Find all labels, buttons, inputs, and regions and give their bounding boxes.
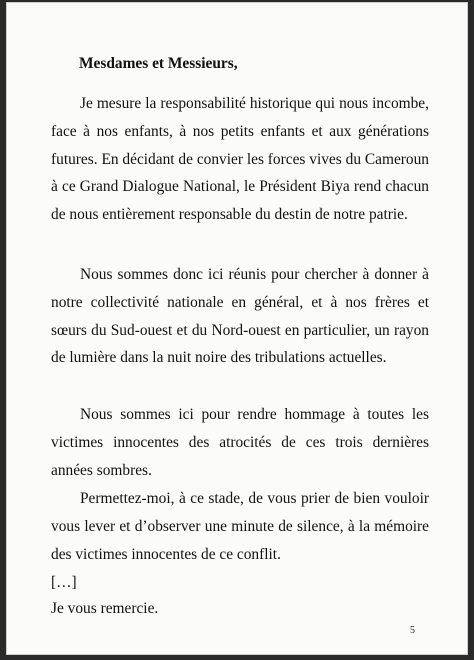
paragraph-minute-of-silence: Permettez-moi, à ce stade, de vous prier de bien vouloir vous lever et d’observer une minute de silence, à la mémoire des victimes innocentes de ce conflit. <box>51 490 429 563</box>
page-number: 5 <box>410 625 415 636</box>
document-page <box>6 2 468 655</box>
ellipsis-marker: […] <box>51 574 77 591</box>
closing-line: Je vous remercie. <box>51 600 159 617</box>
paragraph-responsibility: Je mesure la responsabilité historique qui nous incombe, face à nos enfants, à nos petits enfants et aux générations futures. En décidant de convier les forces vives du Cameroun à ce Grand Dialogue National, le Président Biya rend chacun de nous entièrement responsable du destin de notre patrie. <box>51 95 429 224</box>
paragraph-tribute: Nous sommes ici pour rendre hommage à toutes les victimes innocentes des atrocités de ces trois dernières années sombres. <box>51 406 429 479</box>
paragraph-gathering: Nous sommes donc ici réunis pour chercher à donner à notre collectivité nationale en général, et à nos frères et sœurs du Sud-ouest et du Nord-ouest en particulier, un rayon de lumière dans la nuit noire des tribulations actuelles. <box>51 266 429 367</box>
greeting: Mesdames et Messieurs, <box>79 55 238 72</box>
